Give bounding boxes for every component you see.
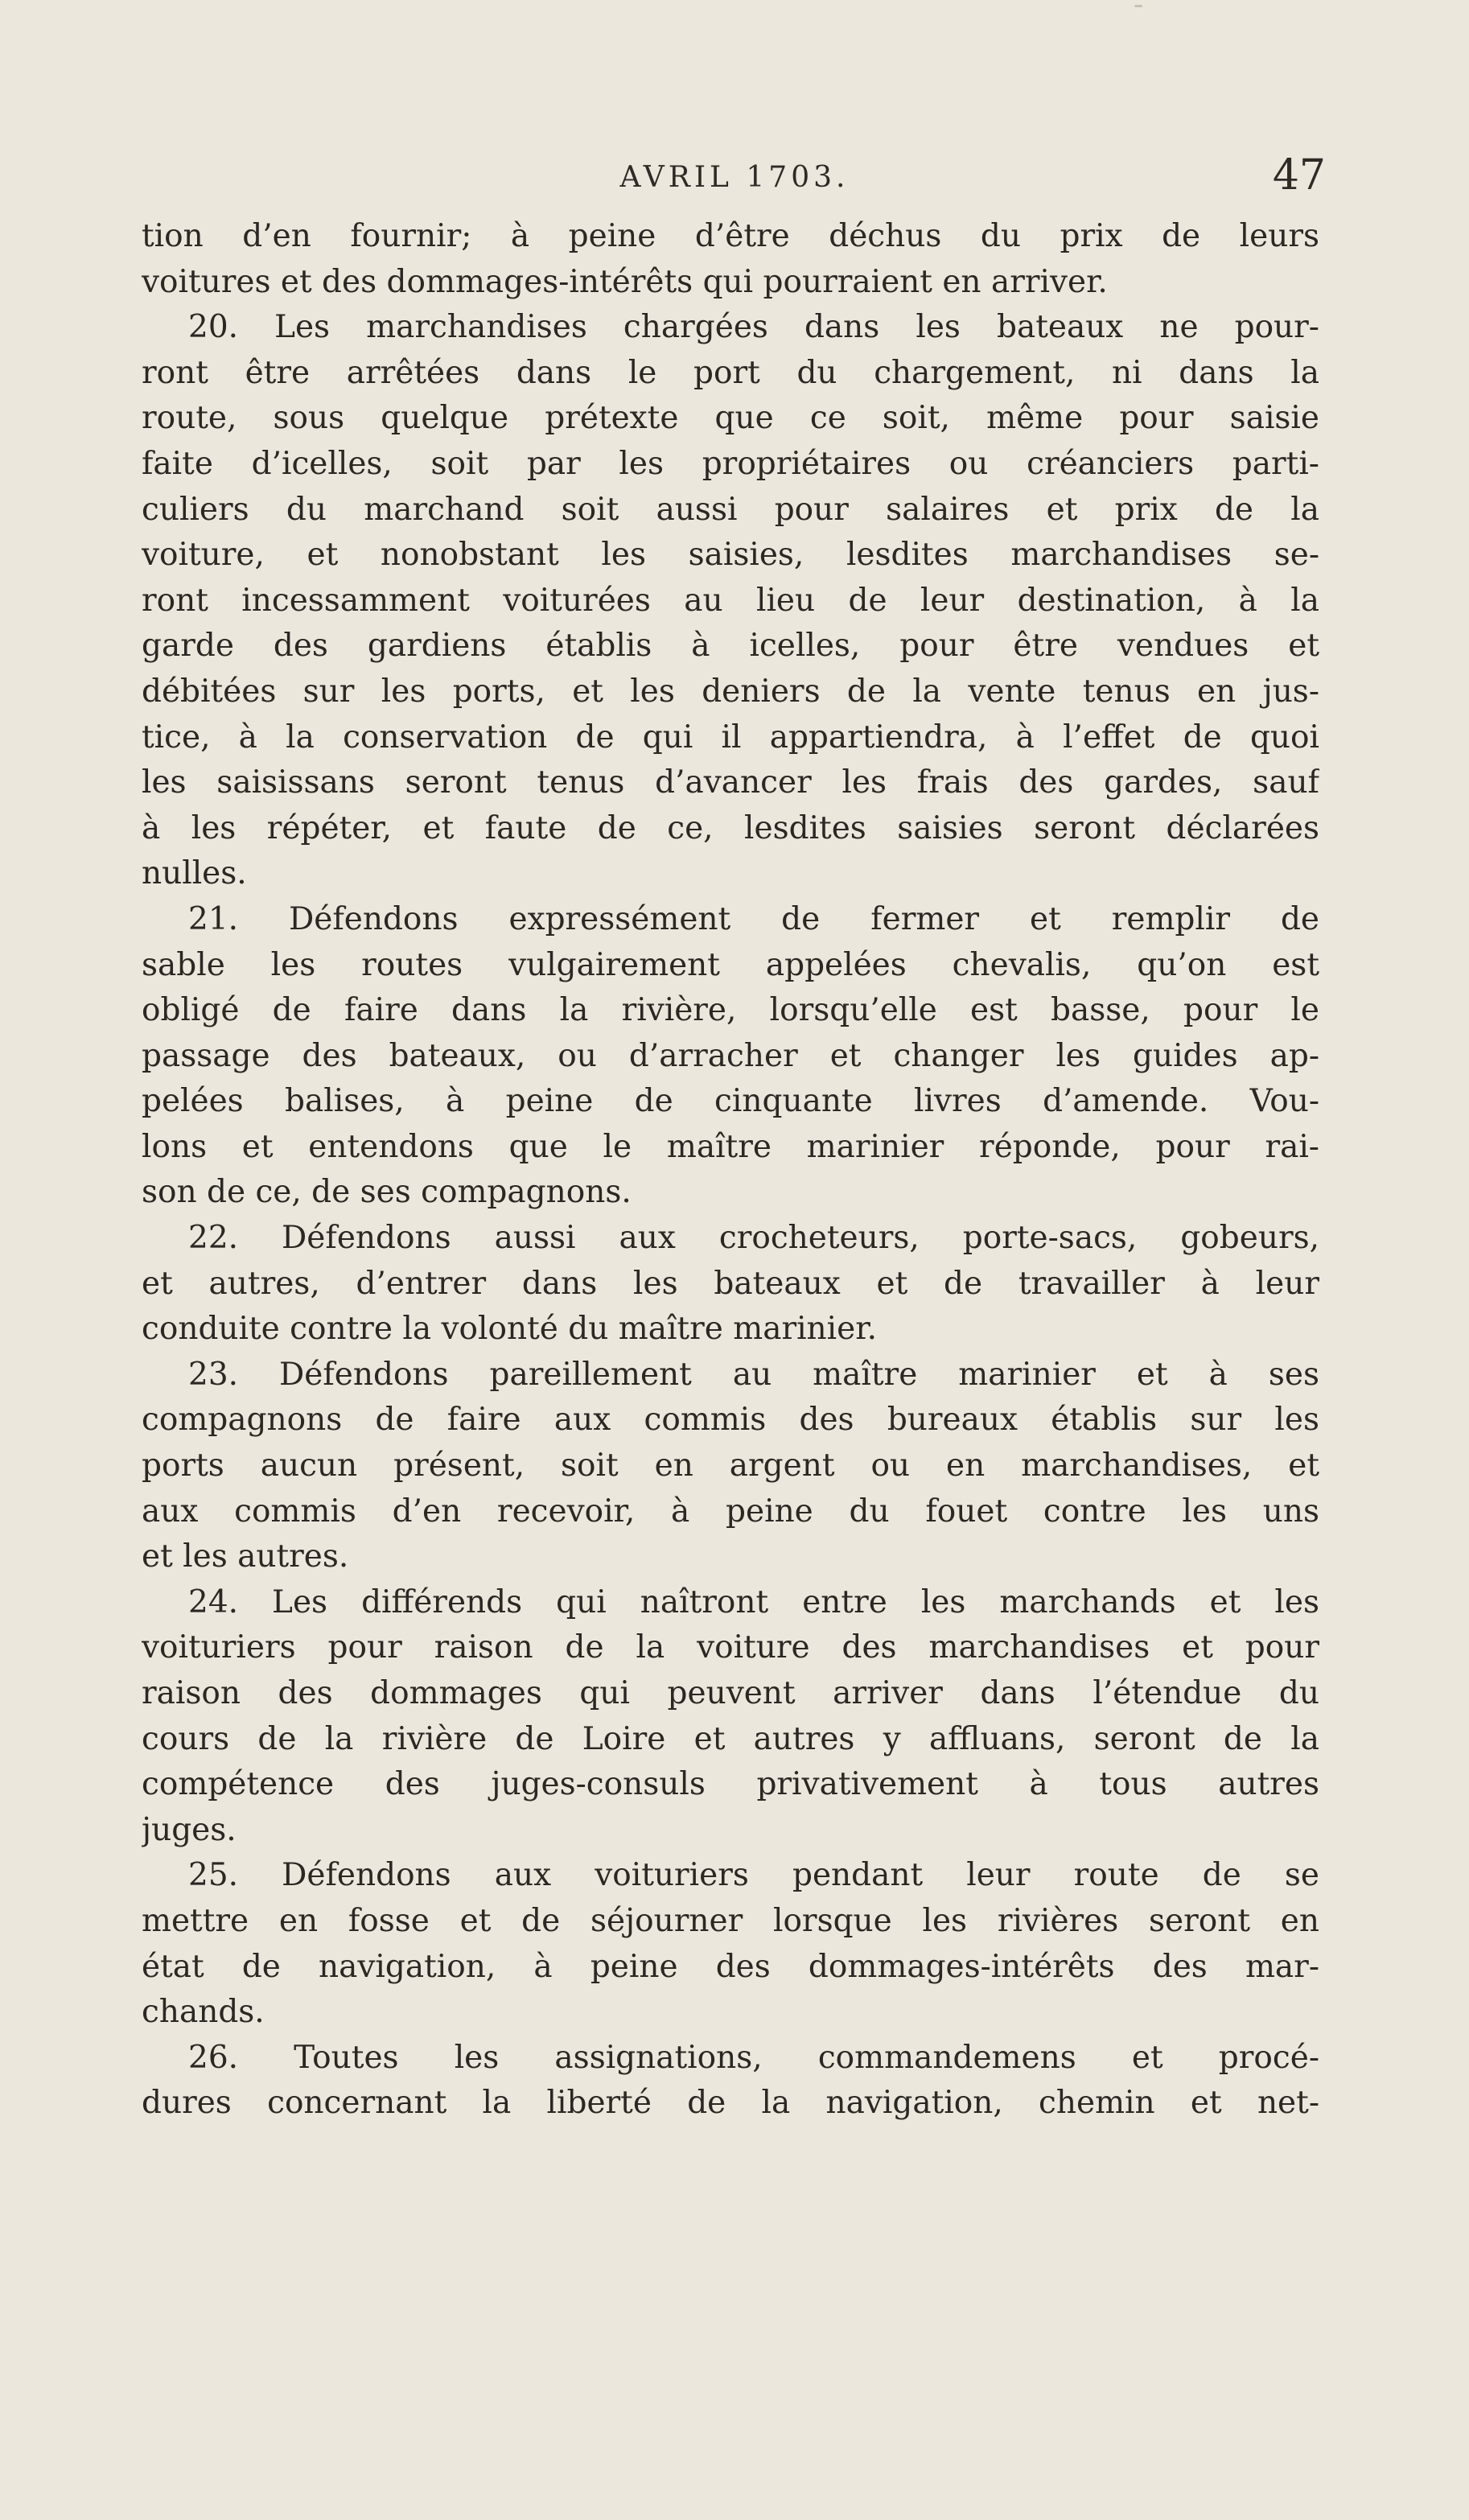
article-20-start: 20. Les marchandises chargées dans les bateaux ne pour- (188, 309, 1319, 346)
page-number: 47 (1272, 151, 1326, 200)
text-line: conduite contre la volonté du maître marinier. (142, 1311, 877, 1348)
text-line: dures concernant la liberté de la navigation, chemin et net- (142, 2085, 1319, 2122)
text-line: compagnons de faire aux commis des bureaux établis sur les (142, 1402, 1319, 1439)
text-line: culiers du marchand soit aussi pour salaires et prix de la (142, 491, 1319, 528)
text-line: débitées sur les ports, et les deniers de la vente tenus en jus- (142, 673, 1319, 710)
article-22-start: 22. Défendons aussi aux crocheteurs, porte-sacs, gobeurs, (188, 1220, 1319, 1257)
article-21-start: 21. Défendons expressément de fermer et remplir de (188, 900, 1319, 937)
text-line: à les répéter, et faute de ce, lesdites saisies seront déclarées (142, 809, 1319, 846)
text-line: tice, à la conservation de qui il appartiendra, à l’effet de quoi (142, 719, 1319, 756)
text-line: ports aucun présent, soit en argent ou en marchandises, et (142, 1447, 1319, 1484)
text-line: route, sous quelque prétexte que ce soit, même pour saisie (142, 400, 1319, 437)
text-line: garde des gardiens établis à icelles, pour être vendues et (142, 628, 1319, 665)
text-line: juges. (142, 1811, 237, 1848)
text-line: état de navigation, à peine des dommages-intérêts des mar- (142, 1948, 1319, 1985)
text-line: nulles. (142, 855, 247, 892)
text-line: voiture, et nonobstant les saisies, lesdites marchandises se- (142, 537, 1319, 574)
running-title: AVRIL 1703. (619, 161, 850, 194)
text-line: et les autres. (142, 1538, 349, 1575)
text-line: cours de la rivière de Loire et autres y affluans, seront de la (142, 1720, 1319, 1757)
article-26-start: 26. Toutes les assignations, commandemens et procé- (188, 2039, 1319, 2076)
text-line: pelées balises, à peine de cinquante livres d’amende. Vou- (142, 1083, 1319, 1120)
text-line: passage des bateaux, ou d’arracher et changer les guides ap- (142, 1037, 1319, 1074)
text-line: tion d’en fournir; à peine d’être déchus du prix de leurs (142, 218, 1319, 254)
text-line: et autres, d’entrer dans les bateaux et de travailler à leur (142, 1265, 1319, 1302)
page-body (142, 214, 1319, 2127)
article-24-start: 24. Les différends qui naîtront entre les marchands et les (188, 1583, 1319, 1620)
text-line: voituriers pour raison de la voiture des marchandises et pour (142, 1629, 1319, 1666)
text-line: sable les routes vulgairement appelées chevalis, qu’on est (142, 946, 1319, 983)
article-25-start: 25. Défendons aux voituriers pendant leur route de se (188, 1857, 1319, 1894)
text-line: les saisissans seront tenus d’avancer les frais des gardes, sauf (142, 764, 1319, 801)
text-line: son de ce, de ses compagnons. (142, 1174, 632, 1211)
article-23-start: 23. Défendons pareillement au maître marinier et à ses (188, 1356, 1319, 1393)
text-line: chands. (142, 1994, 265, 2031)
text-line: ront incessamment voiturées au lieu de leur destination, à la (142, 582, 1319, 619)
text-line: obligé de faire dans la rivière, lorsqu’elle est basse, pour le (142, 992, 1319, 1029)
text-line: compétence des juges-consuls privativement à tous autres (142, 1766, 1319, 1803)
text-line: voitures et des dommages-intérêts qui pourraient en arriver. (142, 263, 1108, 300)
text-line: faite d’icelles, soit par les propriétaires ou créanciers parti- (142, 445, 1319, 482)
text-line: lons et entendons que le maître marinier réponde, pour rai- (142, 1128, 1319, 1165)
text-line: aux commis d’en recevoir, à peine du fouet contre les uns (142, 1493, 1319, 1530)
running-head (142, 151, 1327, 209)
text-line: ront être arrêtées dans le port du chargement, ni dans la (142, 354, 1319, 391)
text-line: raison des dommages qui peuvent arriver dans l’étendue du (142, 1675, 1319, 1711)
paper-mark (1134, 5, 1142, 7)
text-line: mettre en fosse et de séjourner lorsque les rivières seront en (142, 1902, 1319, 1939)
